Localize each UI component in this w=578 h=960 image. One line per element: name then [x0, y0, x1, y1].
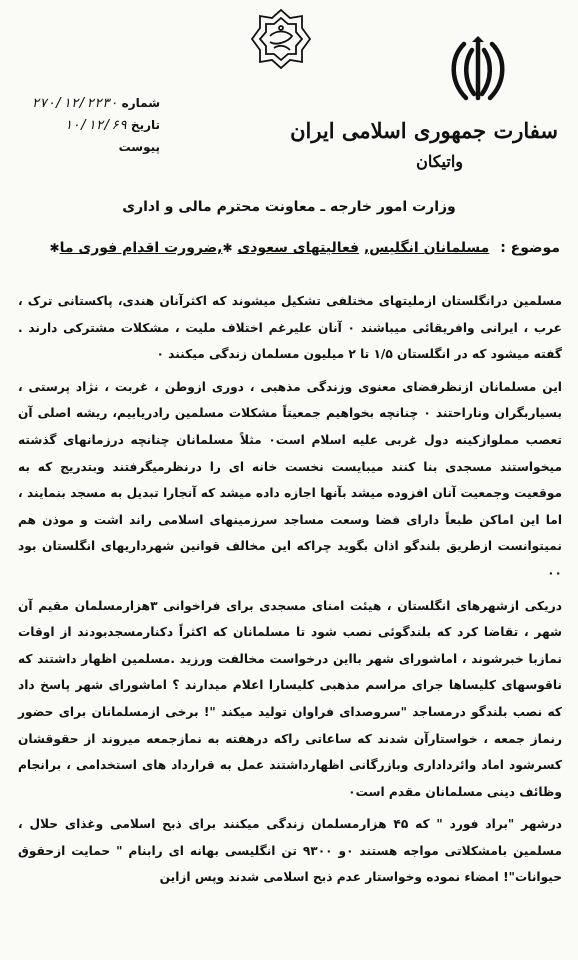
paragraph-3: دریکی ازشهرهای انگلستان ، هیئت امنای مسجدی برای فراخوانی ۳هزارمسلمان مقیم آن شهر ، تقاضا کرد که بلندگوئی نصب شود تا مسلمانان که اکثراً دکنارمسجدبودند از اوقات نمازبا خبرشوند ، اماشورای شهر بااین درخواست مخالفت ورزید .مسلمین اظهار داشتند که ناقوسهای کلیساها جرای مراسم مذهبی کلیسارا اعلام میدارند ؟ اماشورای شهر پاسخ داد که نصب بلندگو درمساجد "سروصدای فراوان تولید میکند "! برخی ازمسلمانان برای حضور رنماز جمعه ، خواستارآن شدند که ساعاتی راکه درهفته به نمازجمعه میروند از حقوقشان کسرشود اماد وائرداداری وبازرگانی اظهارداشتند عمل به قرارداد های استخدامی ، برانجام وظائف دینی مسلمانان مقدم است۰: [18, 598, 562, 799]
subject-part-1: مسلمانان انگلیس,: [363, 240, 490, 256]
subject-line: [20, 240, 560, 256]
meta-number-row: [10, 96, 160, 118]
paragraph-4: درشهر "براد فورد " که ۴۵ هزارمسلمان زندگی میکنند برای ذبح اسلامی وغذای حلال ، مسلمین بامشکلاتی مواجه هستند ۰و ۹۳۰۰ تن انگلیسی بهانه ای رابنام " حمایت ازحقوق حیوانات"! امضاء نموده وخواستار عدم ذبح اسلامی شدند وپس ازاین: [18, 817, 562, 885]
subject-part-3: ,ضرورت اقدام فوری ما: [59, 240, 223, 256]
embassy-name: سفارت جمهوری اسلامی ایران: [290, 118, 558, 143]
paragraph-1: مسلمین درانگلستان ازملیتهای مختلفی تشکیل میشوند که اکثرآنان هندی، پاکستانی ترک ، عرب ، ایرانی وافریقائی میباشند ۰ آنان علیرغم اختلاف ملیت ، مشکلات مشترکی دارند . گفته میشود که در انگلستان ۱/۵ تا ۲ میلیون مسلمان زندگی میکنند ۰: [18, 294, 563, 362]
meta-date-row: [10, 118, 160, 140]
letter-metadata: [10, 96, 160, 162]
date-value: ۱۰/۱۲/۶۹: [64, 118, 127, 133]
attachment-label: پیوست: [118, 140, 160, 154]
calligraphy-seal-icon: [250, 8, 312, 70]
date-label: تاریخ: [130, 118, 160, 132]
meta-attachment-row: [10, 140, 160, 162]
letter-body: [18, 288, 562, 897]
number-label: شماره: [121, 96, 160, 110]
iran-emblem-icon: [442, 36, 514, 108]
paragraph-2: این مسلمانان ازنظرفضای معنوی وزندگی مذهبی ، دوری ازوطن ، غربت ، نژاد پرستی ، بسیاربگران وناراحتند ۰ چنانچه بخواهیم جمعیتاً مشکلات مسلمین رادریابیم، ریشه اصلی آن تعصب مملوازکینه دول غربی علیه اسلام است۰ مثلاً مسلمانان چنانچه درزمانهای گذشته میخواستند مسجدی بنا کنند میبایست نخست خانه ای را درنظرمیگرفتند وبتدریج که به موقعیت وجمعیت آنان افزوده میشد بآنها اجازه داده میشد که آنجارا تبدیل به مسجد بنمایند ، اما این اماکن طبعاً دارای فضا وسعت مساجد سرزمینهای اسلامی راند اشت و موذن هم نمیتوانست ازطریق بلندگو اذان بگوید چراکه این مخالف قوانین شهرداریهای انگلستان بود ۰۰: [18, 379, 563, 580]
subject-label: موضوع :: [500, 240, 560, 256]
star-mark-icon-2: ✱: [49, 241, 60, 255]
number-value: ۲۷۰/۱۲/۲۲۳۰: [31, 96, 118, 111]
recipient-line: وزارت امور خارجه ـ معاونت محترم مالی و اداری: [122, 199, 456, 215]
embassy-location: واتیکان: [416, 152, 463, 171]
subject-part-2: فعالیتهای سعودی: [237, 240, 360, 256]
star-mark-icon: ✱: [222, 241, 233, 255]
